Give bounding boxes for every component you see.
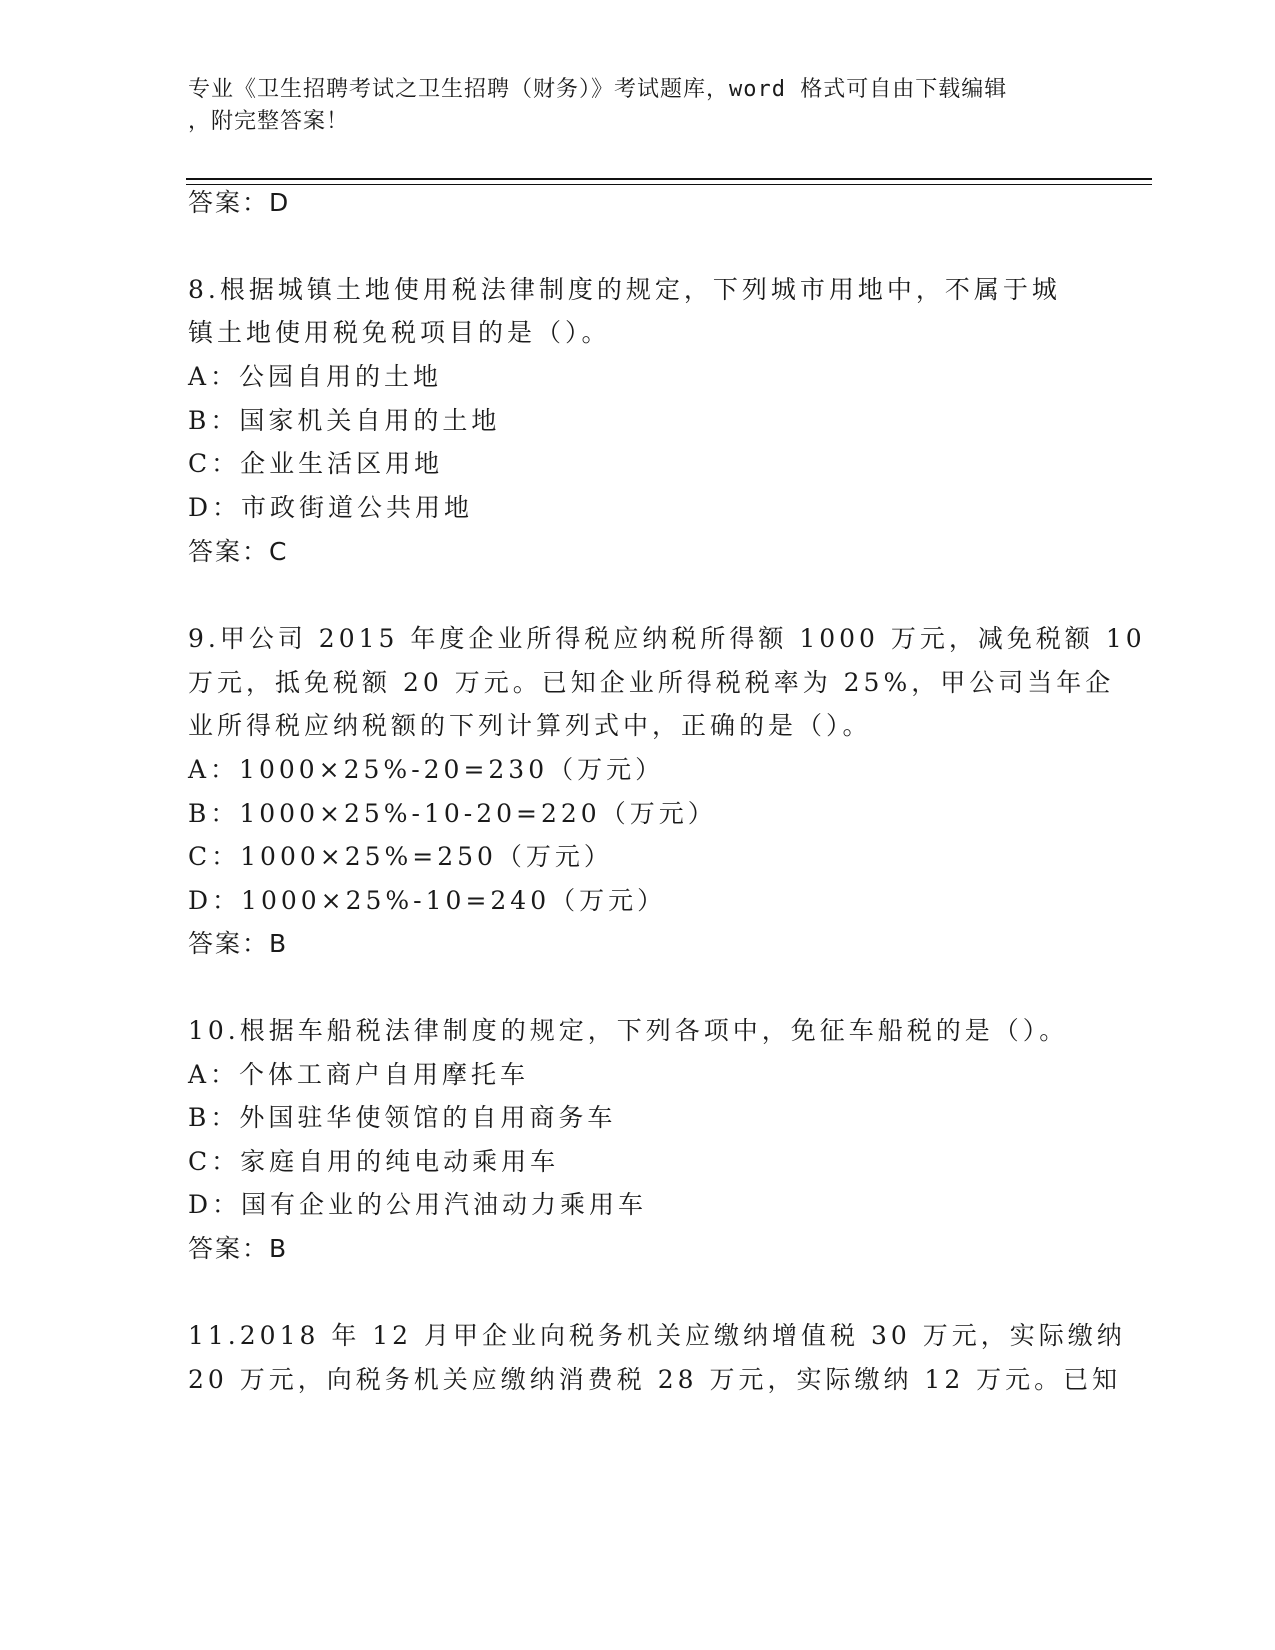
header-rule-thick <box>186 178 1152 180</box>
answer-q9: 答案：B <box>188 929 289 958</box>
answer-q8: 答案：C <box>188 537 289 566</box>
question-8-line-1: 8.根据城镇土地使用税法律制度的规定，下列城市用地中，不属于城 <box>188 275 1061 304</box>
question-8-option-c: C：企业生活区用地 <box>188 449 444 478</box>
page-header <box>188 74 1068 138</box>
question-8-option-d: D：市政街道公共用地 <box>188 493 474 522</box>
header-line-2: ，附完整答案！ <box>188 109 350 134</box>
question-10-option-a: A：个体工商户自用摩托车 <box>188 1060 530 1089</box>
question-9-line-1: 9.甲公司 2015 年度企业所得税应纳税所得额 1000 万元，减免税额 10 <box>188 624 1146 653</box>
question-9-option-d: D：1000×25%-10=240（万元） <box>188 886 667 915</box>
answer-q7: 答案：D <box>188 188 291 217</box>
question-9-line-2: 万元，抵免税额 20 万元。已知企业所得税税率为 25%，甲公司当年企 <box>188 668 1115 697</box>
question-9-option-a: A：1000×25%-20=230（万元） <box>188 755 665 784</box>
question-8-line-2: 镇土地使用税免税项目的是（）。 <box>188 318 611 347</box>
question-8-option-b: B：国家机关自用的土地 <box>188 406 501 435</box>
question-8-option-a: A：公园自用的土地 <box>188 362 443 391</box>
question-10-option-c: C：家庭自用的纯电动乘用车 <box>188 1147 560 1176</box>
question-9-option-c: C：1000×25%=250（万元） <box>188 842 613 871</box>
question-11-line-2: 20 万元，向税务机关应缴纳消费税 28 万元，实际缴纳 12 万元。已知 <box>188 1365 1122 1394</box>
header-rule-thin <box>186 184 1152 185</box>
question-10-line-1: 10.根据车船税法律制度的规定，下列各项中，免征车船税的是（）。 <box>188 1016 1069 1045</box>
question-10-option-d: D：国有企业的公用汽油动力乘用车 <box>188 1190 648 1219</box>
question-9-line-3: 业所得税应纳税额的下列计算列式中，正确的是（）。 <box>188 711 872 740</box>
question-9-option-b: B：1000×25%-10-20=220（万元） <box>188 799 717 828</box>
answer-q10: 答案：B <box>188 1234 289 1263</box>
question-11-line-1: 11.2018 年 12 月甲企业向税务机关应缴纳增值税 30 万元，实际缴纳 <box>188 1321 1126 1350</box>
header-line-1: 专业《卫生招聘考试之卫生招聘（财务）》考试题库，word 格式可自由下载编辑 <box>188 77 1008 102</box>
question-10-option-b: B：外国驻华使领馆的自用商务车 <box>188 1103 617 1132</box>
